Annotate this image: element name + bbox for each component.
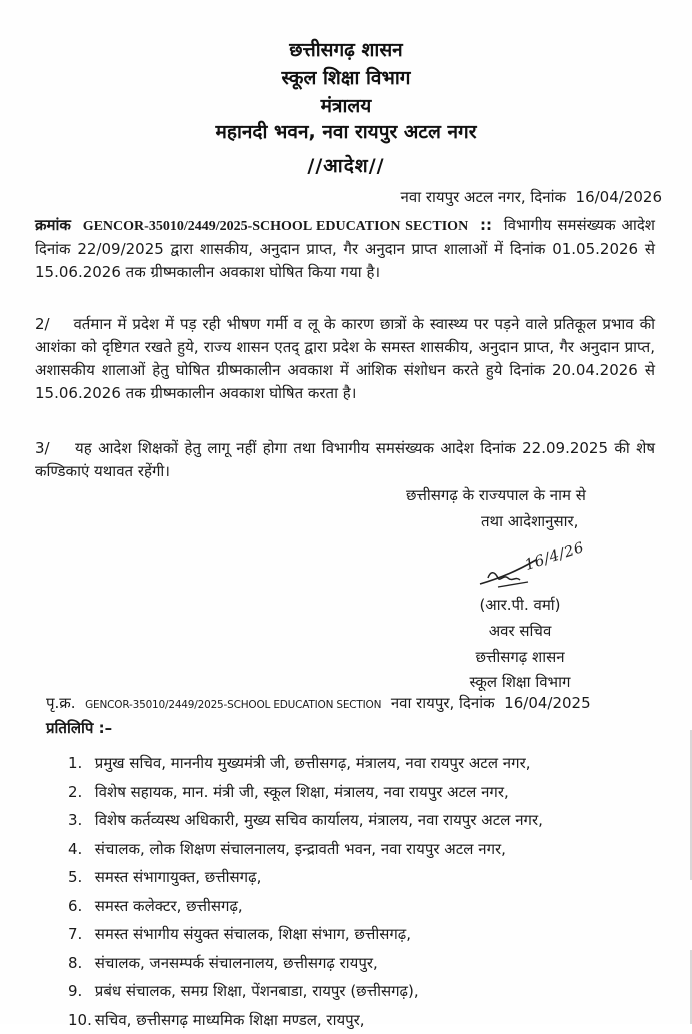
reference-separator: ::: [480, 216, 492, 234]
paragraph-2: [35, 313, 655, 405]
copy-reference-place: नवा रायपुर, दिनांक: [391, 694, 495, 712]
header-department: स्कूल शिक्षा विभाग: [0, 64, 692, 90]
officer-department: स्कूल शिक्षा विभाग: [420, 672, 620, 692]
list-item: 6. समस्त कलेक्टर, छत्तीसगढ़,: [68, 892, 543, 921]
copy-reference-code: GENCOR-35010/2449/2025-SCHOOL EDUCATION SECTION: [85, 699, 381, 711]
paragraph-1-text: विभागीय समसंख्यक आदेश दिनांक 22/09/2025 द्वारा शासकीय, अनुदान प्राप्त, गैर अनुदान प्राप्त शालाओं में दिनांक 01.05.2026 से 15.06.2026 तक ग्रीष्मकालीन अवकाश घोषित किया गया है।: [35, 216, 655, 281]
order-number-label: क्रमांक: [35, 216, 71, 234]
officer-government: छत्तीसगढ़ शासन: [420, 647, 620, 667]
list-item: 9. प्रबंध संचालक, समग्र शिक्षा, पेंशनबाडा, रायपुर (छत्तीसगढ़),: [68, 977, 543, 1006]
header-ministry: मंत्रालय: [0, 92, 692, 118]
copy-reference-date: 16/04/2025: [504, 694, 590, 712]
closing-line-2: तथा आदेशानुसार,: [481, 511, 578, 531]
list-item: 4. संचालक, लोक शिक्षण संचालनालय, इन्द्रावती भवन, नवा रायपुर अटल नगर,: [68, 835, 543, 864]
copy-reference-line: [46, 693, 591, 713]
paragraph-1: [35, 214, 655, 284]
list-item: 7. समस्त संभागीय संयुक्त संचालक, शिक्षा संभाग, छत्तीसगढ़,: [68, 920, 543, 949]
order-dateline: [401, 187, 662, 207]
officer-designation: अवर सचिव: [420, 621, 620, 641]
paragraph-3-number: 3/: [35, 439, 50, 457]
list-item: 1. प्रमुख सचिव, माननीय मुख्यमंत्री जी, छत्तीसगढ़, मंत्रालय, नवा रायपुर अटल नगर,: [68, 749, 543, 778]
copy-reference-label: पृ.क्र.: [46, 694, 76, 712]
header-government: छत्तीसगढ़ शासन: [0, 36, 692, 62]
dateline-date: 16/04/2026: [576, 188, 662, 206]
list-item: 3. विशेष कर्तव्यस्थ अधिकारी, मुख्य सचिव कार्यालय, मंत्रालय, नवा रायपुर अटल नगर,: [68, 806, 543, 835]
order-reference-code: GENCOR-35010/2449/2025-SCHOOL EDUCATION SECTION: [83, 219, 468, 234]
copy-to-list: [68, 749, 543, 1034]
paragraph-3-text: यह आदेश शिक्षकों हेतु लागू नहीं होगा तथा विभागीय समसंख्यक आदेश दिनांक 22.09.2025 की शेष कण्डिकाएं यथावत रहेंगी।: [35, 439, 655, 480]
header-address: महानदी भवन, नवा रायपुर अटल नगर: [0, 118, 692, 144]
paragraph-3: [35, 437, 655, 483]
list-item: 2. विशेष सहायक, मान. मंत्री जी, स्कूल शिक्षा, मंत्रालय, नवा रायपुर अटल नगर,: [68, 778, 543, 807]
signature-handwritten-date: 16/4/26: [522, 538, 586, 574]
copy-to-heading: प्रतिलिपि :–: [46, 718, 112, 738]
list-item: 5. समस्त संभागायुक्त, छत्तीसगढ़,: [68, 863, 543, 892]
list-item: 10. सचिव, छत्तीसगढ़ माध्यमिक शिक्षा मण्डल, रायपुर,: [68, 1006, 543, 1034]
dateline-place: नवा रायपुर अटल नगर, दिनांक: [401, 188, 566, 206]
officer-name: (आर.पी. वर्मा): [420, 595, 620, 615]
order-title: //आदेश//: [0, 152, 692, 178]
paragraph-2-text: वर्तमान में प्रदेश में पड़ रही भीषण गर्मी व लू के कारण छात्रों के स्वास्थ्य पर पड़ने वाले प्रतिकूल प्रभाव की आशंका को दृष्टिगत रखते हुये, राज्य शासन एतद् द्वारा प्रदेश के समस्त शासकीय, अनुदान प्राप्त, गैर अनुदान प्राप्त, अशासकीय शालाओं हेतु घोषित ग्रीष्मकालीन अवकाश में आंशिक संशोधन करते हुये दिनांक 20.04.2026 से 15.06.2026 तक ग्रीष्मकालीन अवकाश घोषित करता है।: [35, 315, 655, 402]
closing-line-1: छत्तीसगढ़ के राज्यपाल के नाम से: [406, 485, 586, 505]
paragraph-2-number: 2/: [35, 315, 50, 333]
list-item: 8. संचालक, जनसम्पर्क संचालनालय, छत्तीसगढ़ रायपुर,: [68, 949, 543, 978]
